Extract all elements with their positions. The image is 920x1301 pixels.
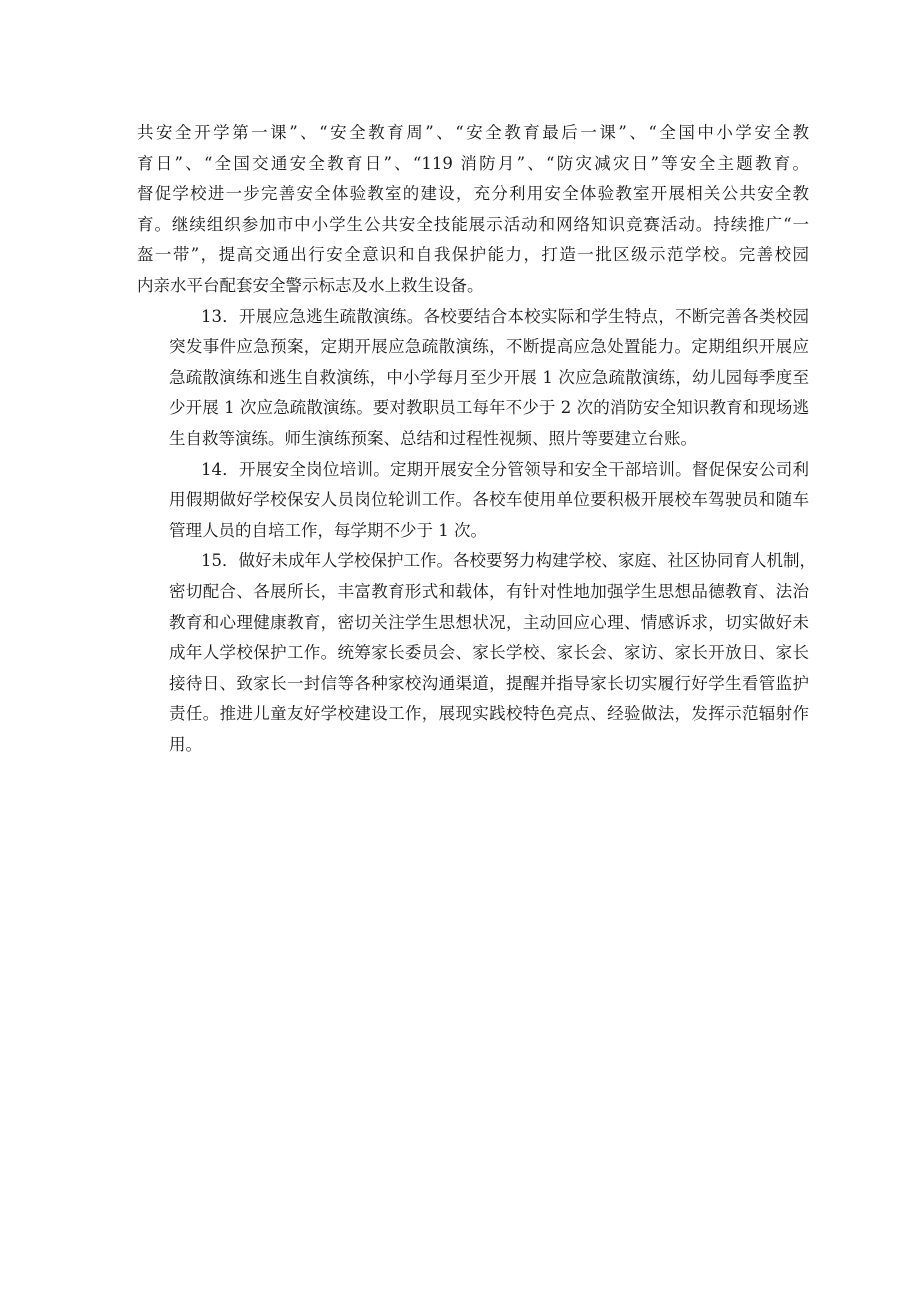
text-line: 内亲水平台配套安全警示标志及水上救生设备。 bbox=[137, 275, 484, 295]
text-line: 责任。推进儿童友好学校建设工作，展现实践校特色亮点、经验做法，发挥示范辐射作 bbox=[169, 704, 809, 724]
text-line: 用假期做好学校保安人员岗位轮训工作。各校车使用单位要积极开展校车驾驶员和随车 bbox=[169, 490, 809, 510]
text-line: 接待日、致家长一封信等各种家校沟通渠道，提醒并指导家长切实履行好学生看管监护 bbox=[169, 673, 809, 693]
text-line: 用。 bbox=[169, 734, 202, 754]
paragraph-item-14 bbox=[137, 455, 809, 547]
text-line: 14．开展安全岗位培训。定期开展安全分管领导和安全干部培训。督促保安公司利 bbox=[201, 459, 809, 479]
text-line: 生自救等演练。师生演练预案、总结和过程性视频、照片等要建立台账。 bbox=[169, 428, 697, 448]
text-line: 盔一带”，提高交通出行安全意识和自我保护能力，打造一批区级示范学校。完善校园 bbox=[137, 245, 809, 265]
text-line: 急疏散演练和逃生自救演练，中小学每月至少开展 1 次应急疏散演练，幼儿园每季度至 bbox=[169, 367, 809, 387]
paragraph-item-15 bbox=[137, 546, 816, 760]
text-line: 育日”、“全国交通安全教育日”、“119 消防月”、“防灾减灾日”等安全主题教育。 bbox=[137, 153, 809, 173]
text-line: 教育和心理健康教育，密切关注学生思想状况，主动回应心理、情感诉求，切实做好未 bbox=[169, 612, 809, 632]
text-line: 育。继续组织参加市中小学生公共安全技能展示活动和网络知识竞赛活动。持续推广“一 bbox=[137, 214, 809, 234]
text-line: 少开展 1 次应急疏散演练。要对教职员工每年不少于 2 次的消防安全知识教育和现场逃 bbox=[169, 398, 809, 418]
text-line: 15．做好未成年人学校保护工作。各校要努力构建学校、家庭、社区协同育人机制， bbox=[201, 551, 816, 571]
paragraph-item-13 bbox=[137, 302, 809, 455]
text-line: 共安全开学第一课”、“安全教育周”、“安全教育最后一课”、“全国中小学安全教 bbox=[137, 123, 809, 142]
text-line: 成年人学校保护工作。统筹家长委员会、家长学校、家长会、家访、家长开放日、家长 bbox=[169, 643, 809, 663]
paragraph-safety-education bbox=[137, 118, 809, 302]
text-line: 突发事件应急预案，定期开展应急疏散演练，不断提高应急处置能力。定期组织开展应 bbox=[169, 337, 809, 357]
text-line: 密切配合、各展所长，丰富教育形式和载体，有针对性地加强学生思想品德教育、法治 bbox=[169, 581, 809, 601]
text-line: 管理人员的自培工作，每学期不少于 1 次。 bbox=[169, 520, 487, 540]
document-body bbox=[137, 118, 816, 760]
text-line: 13．开展应急逃生疏散演练。各校要结合本校实际和学生特点，不断完善各类校园 bbox=[201, 306, 809, 326]
text-line: 督促学校进一步完善安全体验教室的建设，充分利用安全体验教室开展相关公共安全教 bbox=[137, 184, 809, 204]
